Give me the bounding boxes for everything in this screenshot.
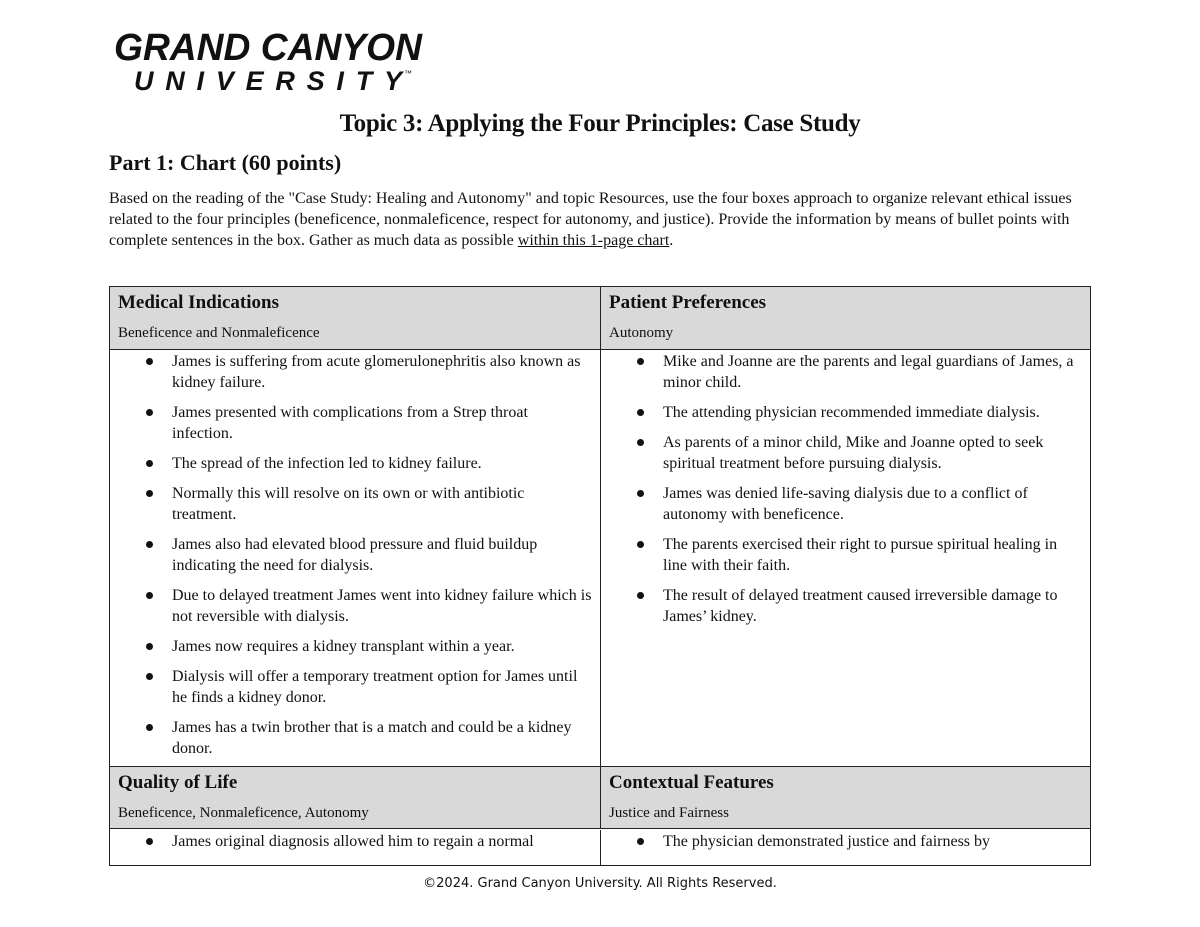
patient-list-item: As parents of a minor child, Mike and Joanne opted to seek spiritual treatment before pursuing dialysis.: [601, 432, 1082, 474]
medical-list-item: James also had elevated blood pressure and fluid buildup indicating the need for dialysis.: [110, 534, 592, 576]
medical-list-item: The spread of the infection led to kidney failure.: [110, 453, 592, 474]
section-heading: Part 1: Chart (60 points): [109, 150, 342, 175]
patient-preferences-heading: Patient Preferences: [609, 292, 767, 313]
patient-list-item: The result of delayed treatment caused irreversible damage to James’ kidney.: [601, 585, 1082, 627]
contextual-features-cell: [601, 830, 1090, 866]
contextual-features-list: [601, 830, 1090, 852]
copyright-footer: ©2024. Grand Canyon University. All Rights Reserved.: [423, 876, 777, 891]
quality-of-life-subheading: Beneficence, Nonmaleficence, Autonomy: [118, 805, 369, 821]
medical-list-item: James presented with complications from a Strep throat infection.: [110, 402, 592, 444]
medical-list-item: Due to delayed treatment James went into kidney failure which is not reversible with dialysis.: [110, 585, 592, 627]
medical-indications-cell: [110, 350, 601, 766]
quality-of-life-heading: Quality of Life: [118, 772, 238, 793]
medical-list-item: James now requires a kidney transplant within a year.: [110, 636, 592, 657]
contextual-list-item: The physician demonstrated justice and fairness by: [601, 831, 1082, 852]
contextual-features-heading: Contextual Features: [609, 772, 774, 793]
quality-of-life-cell: [110, 830, 601, 866]
patient-list-item: James was denied life-saving dialysis due to a conflict of autonomy with beneficence.: [601, 483, 1082, 525]
instructions-text: Based on the reading of the "Case Study: Healing and Autonomy" and topic Resources, use the four boxes approach to organize relevant ethical issues related to the four principles (beneficence, nonmaleficence, respect for autonomy, and justice). Provide the information by means of bullet points with complete sentences in the box. Gather as much data as possible: [109, 190, 1072, 249]
patient-preferences-header: [601, 287, 1090, 349]
medical-indications-list: [110, 350, 600, 759]
medical-list-item: Normally this will resolve on its own or with antibiotic treatment.: [110, 483, 592, 525]
instructions-underlined: within this 1-page chart: [517, 232, 670, 249]
instructions-paragraph: [109, 188, 1089, 251]
four-box-chart: [109, 286, 1091, 866]
quality-list-item: James original diagnosis allowed him to regain a normal: [110, 831, 592, 852]
medical-indications-heading: Medical Indications: [118, 292, 279, 313]
patient-preferences-list: [601, 350, 1090, 627]
medical-list-item: James has a twin brother that is a match and could be a kidney donor.: [110, 717, 592, 759]
instructions-end: .: [669, 232, 674, 249]
medical-list-item: James is suffering from acute glomerulonephritis also known as kidney failure.: [110, 351, 592, 393]
logo-line1: GRAND CANYON: [114, 27, 424, 69]
contextual-features-header: [601, 767, 1090, 829]
medical-indications-subheading: Beneficence and Nonmaleficence: [118, 325, 320, 341]
logo-line2: UNIVERSITY: [134, 66, 402, 96]
university-logo: [112, 26, 432, 96]
page-title: Topic 3: Applying the Four Principles: Case Study: [339, 110, 861, 137]
quality-of-life-header: [110, 767, 601, 829]
patient-list-item: The attending physician recommended immediate dialysis.: [601, 402, 1082, 423]
medical-list-item: Dialysis will offer a temporary treatment option for James until he finds a kidney donor.: [110, 666, 592, 708]
chart-header-row-bottom: [110, 766, 1090, 829]
patient-list-item: The parents exercised their right to pursue spiritual healing in line with their faith.: [601, 534, 1082, 576]
chart-header-row-top: [110, 287, 1090, 350]
medical-indications-header: [110, 287, 601, 349]
patient-list-item: Mike and Joanne are the parents and legal guardians of James, a minor child.: [601, 351, 1082, 393]
quality-of-life-list: [110, 830, 600, 852]
contextual-features-subheading: Justice and Fairness: [609, 805, 729, 821]
logo-trademark: ™: [404, 69, 412, 78]
patient-preferences-cell: [601, 350, 1090, 766]
patient-preferences-subheading: Autonomy: [609, 325, 674, 341]
